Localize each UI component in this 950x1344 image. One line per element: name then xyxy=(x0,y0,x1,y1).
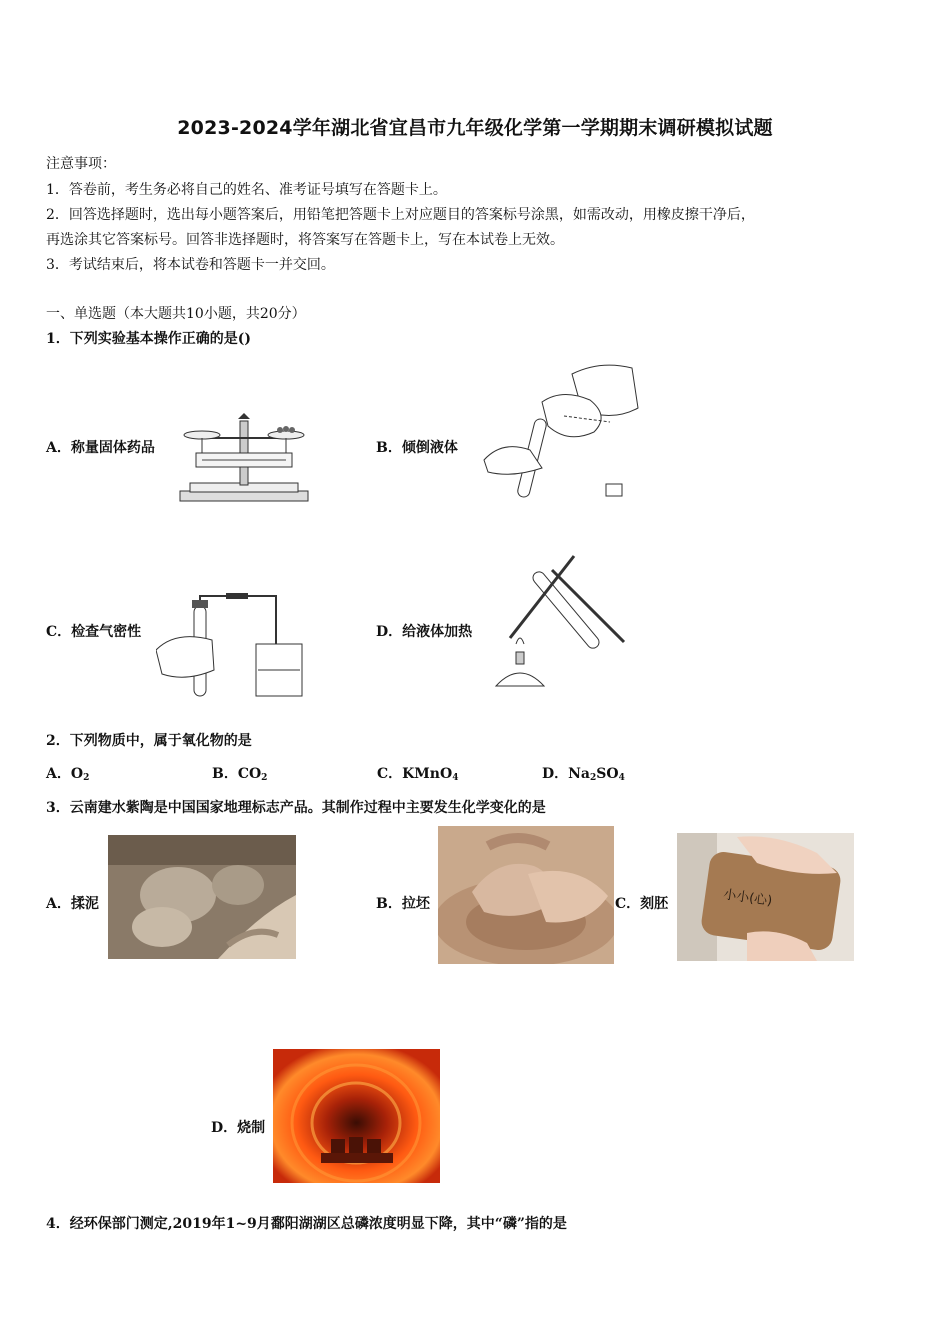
q2-d-text: D．Na xyxy=(542,766,591,782)
question-3-stem: 3．云南建水紫陶是中国国家地理标志产品。其制作过程中主要发生化学变化的是 xyxy=(46,800,546,816)
q1-option-a[interactable]: A．称量固体药品 xyxy=(46,440,155,456)
question-2-stem: 2．下列物质中，属于氧化物的是 xyxy=(46,733,252,749)
pouring-liquid-figure xyxy=(482,360,642,506)
carving-pottery-photo xyxy=(677,833,854,961)
q3-option-d[interactable]: D．烧制 xyxy=(211,1120,266,1136)
heating-liquid-figure xyxy=(490,552,630,694)
airtightness-check-figure xyxy=(156,590,306,700)
q2-d-sub1: 2 xyxy=(590,773,597,783)
notice-item-2: 2．回答选择题时，选出每小题答案后，用铅笔把答题卡上对应题目的答案标号涂黑，如需改动，用橡皮擦干净后， xyxy=(46,207,755,223)
section-heading: 一、单选题（本大题共10小题，共20分） xyxy=(46,306,306,322)
q2-a-sub: 2 xyxy=(83,773,90,783)
q2-d-mid: SO xyxy=(596,766,619,782)
q2-option-c[interactable] xyxy=(377,763,458,783)
carving-text: 小小(心) xyxy=(722,887,774,910)
throwing-pottery-photo xyxy=(438,826,614,964)
notice-heading: 注意事项： xyxy=(46,156,116,172)
question-1-stem: 1．下列实验基本操作正确的是() xyxy=(46,331,251,347)
q1-option-b[interactable]: B．倾倒液体 xyxy=(376,440,458,456)
q2-option-d[interactable] xyxy=(542,763,625,783)
balance-scale-figure xyxy=(176,413,312,505)
q3-option-a[interactable]: A．揉泥 xyxy=(46,896,99,912)
notice-item-3: 3．考试结束后，将本试卷和答题卡一并交回。 xyxy=(46,257,335,273)
notice-item-1: 1．答卷前，考生务必将自己的姓名、准考证号填写在答题卡上。 xyxy=(46,182,447,198)
notice-item-2-cont: 再选涂其它答案标号。回答非选择题时，将答案写在答题卡上，写在本试卷上无效。 xyxy=(46,232,564,248)
q1-option-c[interactable]: C．检查气密性 xyxy=(46,624,142,640)
q2-option-a[interactable] xyxy=(46,763,89,783)
q3-option-b[interactable]: B．拉坯 xyxy=(376,896,430,912)
q3-option-c[interactable]: C．刻胚 xyxy=(615,896,669,912)
q2-b-text: B．CO xyxy=(212,766,262,782)
q2-a-text: A．O xyxy=(46,766,84,782)
q2-option-b[interactable] xyxy=(212,763,267,783)
q2-c-text: C．KMnO xyxy=(377,766,453,782)
q2-b-sub: 2 xyxy=(261,773,268,783)
q2-d-sub2: 4 xyxy=(618,773,625,783)
question-4-stem: 4．经环保部门测定,2019年1~9月鄱阳湖湖区总磷浓度明显下降，其中“磷”指的是 xyxy=(46,1216,567,1232)
q2-c-sub: 4 xyxy=(452,773,459,783)
kiln-firing-photo xyxy=(273,1049,440,1183)
page-title: 2023-2024学年湖北省宜昌市九年级化学第一学期期末调研模拟试题 xyxy=(177,117,773,139)
q1-option-d[interactable]: D．给液体加热 xyxy=(376,624,473,640)
kneading-clay-photo xyxy=(108,835,296,959)
